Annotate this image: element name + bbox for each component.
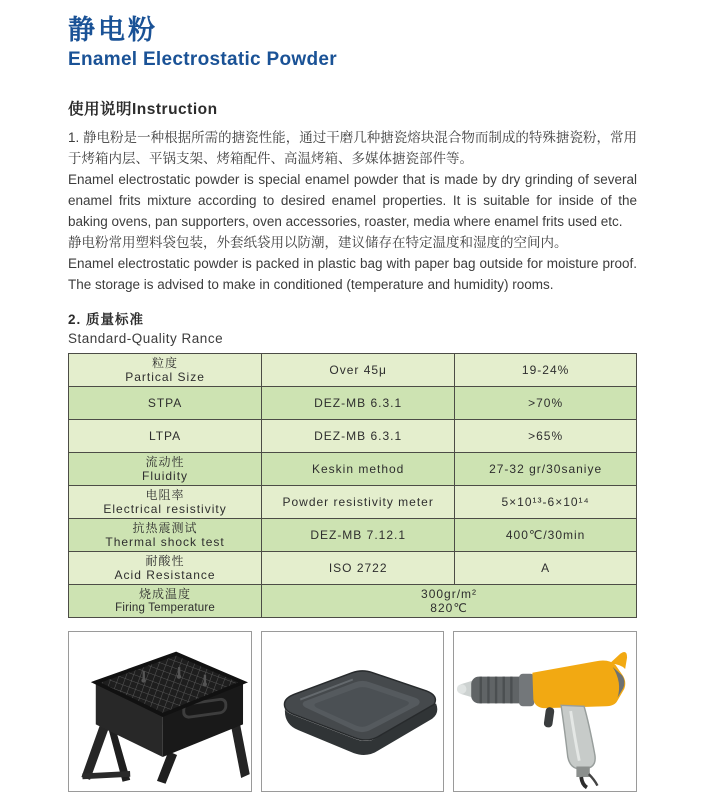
row-value: >70% [455, 387, 637, 420]
paragraph-en-1: Enamel electrostatic powder is special enamel powder that is made by dry grinding of several enamel frits mixture according to desired enamel properties. It is suitable for inside of the baking ovens, pan supporters, oven accessories, roaster, media where enamel frits used etc. [68, 172, 637, 229]
row-label-en: Thermal shock test [105, 535, 225, 549]
row-method: DEZ-MB 6.3.1 [262, 420, 455, 453]
row-label-en: Electrical resistivity [103, 502, 227, 516]
row-value: 5×10¹³-6×10¹⁴ [455, 486, 637, 519]
instruction-heading: 使用说明Instruction [68, 101, 218, 118]
table-row-fluidity [69, 453, 637, 486]
row-label-en: Fluidity [142, 469, 189, 483]
quality-table [68, 353, 637, 618]
row-label-zh: 耐酸性 [145, 554, 185, 568]
row-merged-value: 300gr/m² 820℃ [262, 585, 637, 618]
row-label-zh: 电阻率 [145, 488, 185, 502]
page-title-en: Enamel Electrostatic Powder [68, 49, 337, 70]
row-method: Keskin method [262, 453, 455, 486]
row-method: DEZ-MB 7.12.1 [262, 519, 455, 552]
row-value: A [455, 552, 637, 585]
quality-heading-en: Standard-Quality Rance [68, 331, 224, 346]
charcoal-bbq-grill-photo [68, 631, 252, 792]
table-row-partical-size [69, 354, 637, 387]
row-label-zh: 粒度 [152, 356, 179, 370]
row-label [69, 519, 262, 552]
quality-heading-zh: 2. 质量标准 [68, 312, 145, 327]
row-value: 19-24% [455, 354, 637, 387]
row-method: DEZ-MB 6.3.1 [262, 387, 455, 420]
paragraph-zh-1: 1. 静电粉是一种根据所需的搪瓷性能，通过干磨几种搪瓷熔块混合物而制成的特殊搪瓷粉，常用于烤箱内层、平锅支架、烤箱配件、高温烤箱、多媒体搪瓷部件等。 [68, 130, 637, 166]
row-label-zh: 抗热震测试 [132, 521, 198, 535]
product-gallery [68, 631, 637, 792]
row-value: 400℃/30min [455, 519, 637, 552]
row-label [69, 585, 262, 618]
row-label [69, 552, 262, 585]
row-label-en: Firing Temperature [115, 602, 215, 614]
row-label: STPA [69, 387, 262, 420]
instruction-paragraphs [68, 127, 637, 295]
enamel-baking-pan-photo [261, 631, 445, 792]
paragraph-zh-2: 静电粉常用塑料袋包装，外套纸袋用以防潮，建议储存在特定温度和湿度的空间内。 [68, 235, 568, 250]
row-method: Over 45μ [262, 354, 455, 387]
row-label-zh: 流动性 [145, 455, 185, 469]
row-label [69, 354, 262, 387]
row-method: Powder resistivity meter [262, 486, 455, 519]
row-label-en: Acid Resistance [114, 568, 216, 582]
row-value: >65% [455, 420, 637, 453]
table-row-thermal-shock [69, 519, 637, 552]
row-label [69, 453, 262, 486]
electrostatic-spray-gun-photo [453, 631, 637, 792]
table-row-electrical-resistivity [69, 486, 637, 519]
row-label-zh: 烧成温度 [139, 587, 192, 601]
paragraph-en-2: Enamel electrostatic powder is packed in plastic bag with paper bag outside for moisture proof. The storage is advised to make in conditioned (temperature and humidity) rooms. [68, 256, 637, 292]
table-row-acid-resistance [69, 552, 637, 585]
table-row-stpa [69, 387, 637, 420]
row-value: 27-32 gr/30saniye [455, 453, 637, 486]
row-label-en: Partical Size [125, 370, 205, 384]
table-row-firing-temperature [69, 585, 637, 618]
page-title-zh: 静电粉 [68, 15, 158, 45]
row-method: ISO 2722 [262, 552, 455, 585]
table-row-ltpa [69, 420, 637, 453]
row-label: LTPA [69, 420, 262, 453]
row-label [69, 486, 262, 519]
